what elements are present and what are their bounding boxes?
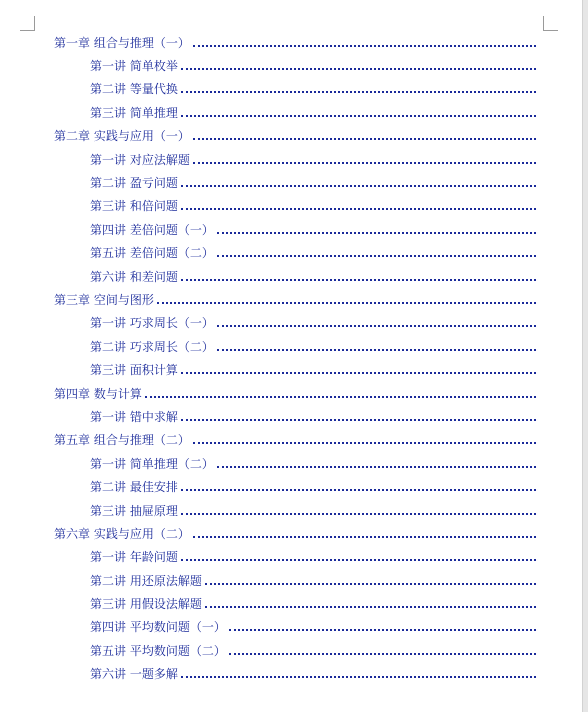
toc-lecture-entry[interactable] xyxy=(0,452,588,475)
dot-leader xyxy=(145,396,536,398)
dot-leader xyxy=(193,536,536,538)
crop-mark-top-left xyxy=(20,16,35,31)
toc-entry-title: 第五章 组合与推理（二） xyxy=(54,433,190,448)
crop-mark-top-right xyxy=(543,16,558,31)
toc-entry-title: 第一讲 错中求解 xyxy=(90,409,178,424)
toc-lecture-entry[interactable] xyxy=(0,475,588,498)
toc-lecture-entry[interactable] xyxy=(0,639,588,662)
toc-chapter-entry[interactable] xyxy=(0,522,588,545)
toc-lecture-entry[interactable] xyxy=(0,616,588,639)
dot-leader xyxy=(181,513,536,515)
toc-lecture-entry[interactable] xyxy=(0,592,588,615)
toc-lecture-entry[interactable] xyxy=(0,171,588,194)
toc-lecture-entry[interactable] xyxy=(0,499,588,522)
dot-leader xyxy=(181,279,536,281)
toc-entry-title: 第一讲 简单推理（二） xyxy=(90,456,214,471)
toc-entry-title: 第二章 实践与应用（一） xyxy=(54,129,190,144)
toc-entry-title: 第三讲 面积计算 xyxy=(90,363,178,378)
dot-leader xyxy=(181,419,536,421)
toc-lecture-entry[interactable] xyxy=(0,78,588,101)
dot-leader xyxy=(217,349,536,351)
toc-lecture-entry[interactable] xyxy=(0,265,588,288)
toc-entry-title: 第六章 实践与应用（二） xyxy=(54,526,190,541)
dot-leader xyxy=(181,208,536,210)
toc-chapter-entry[interactable] xyxy=(0,288,588,311)
dot-leader xyxy=(193,442,536,444)
dot-leader xyxy=(181,372,536,374)
toc-entry-title: 第二讲 巧求周长（二） xyxy=(90,339,214,354)
dot-leader xyxy=(205,606,536,608)
toc-entry-title: 第三讲 用假设法解题 xyxy=(90,597,202,612)
toc-lecture-entry[interactable] xyxy=(0,663,588,686)
dot-leader xyxy=(193,45,536,47)
toc-lecture-entry[interactable] xyxy=(0,54,588,77)
toc-chapter-entry[interactable] xyxy=(0,125,588,148)
dot-leader xyxy=(217,325,536,327)
table-of-contents xyxy=(0,31,588,686)
dot-leader xyxy=(181,115,536,117)
toc-chapter-entry[interactable] xyxy=(0,31,588,54)
toc-lecture-entry[interactable] xyxy=(0,242,588,265)
toc-entry-title: 第一讲 对应法解题 xyxy=(90,152,190,167)
toc-entry-title: 第五讲 差倍问题（二） xyxy=(90,246,214,261)
toc-lecture-entry[interactable] xyxy=(0,195,588,218)
toc-entry-title: 第四讲 平均数问题（一） xyxy=(90,620,226,635)
dot-leader xyxy=(229,629,536,631)
dot-leader xyxy=(181,489,536,491)
toc-lecture-entry[interactable] xyxy=(0,148,588,171)
toc-entry-title: 第三讲 简单推理 xyxy=(90,105,178,120)
dot-leader xyxy=(181,559,536,561)
toc-lecture-entry[interactable] xyxy=(0,312,588,335)
dot-leader xyxy=(181,676,536,678)
toc-entry-title: 第一讲 巧求周长（一） xyxy=(90,316,214,331)
dot-leader xyxy=(217,232,536,234)
dot-leader xyxy=(217,466,536,468)
dot-leader xyxy=(181,68,536,70)
toc-entry-title: 第一讲 简单枚举 xyxy=(90,59,178,74)
toc-lecture-entry[interactable] xyxy=(0,335,588,358)
toc-entry-title: 第四讲 差倍问题（一） xyxy=(90,222,214,237)
dot-leader xyxy=(205,583,536,585)
toc-entry-title: 第一章 组合与推理（一） xyxy=(54,35,190,50)
toc-chapter-entry[interactable] xyxy=(0,429,588,452)
toc-entry-title: 第六讲 和差问题 xyxy=(90,269,178,284)
dot-leader xyxy=(157,302,536,304)
toc-chapter-entry[interactable] xyxy=(0,382,588,405)
toc-entry-title: 第二讲 等量代换 xyxy=(90,82,178,97)
toc-lecture-entry[interactable] xyxy=(0,405,588,428)
dot-leader xyxy=(217,255,536,257)
toc-entry-title: 第二讲 盈亏问题 xyxy=(90,176,178,191)
dot-leader xyxy=(193,162,536,164)
dot-leader xyxy=(229,653,536,655)
toc-entry-title: 第五讲 平均数问题（二） xyxy=(90,643,226,658)
toc-lecture-entry[interactable] xyxy=(0,358,588,381)
dot-leader xyxy=(181,91,536,93)
toc-lecture-entry[interactable] xyxy=(0,546,588,569)
toc-entry-title: 第二讲 最佳安排 xyxy=(90,480,178,495)
toc-entry-title: 第三章 空间与图形 xyxy=(54,292,154,307)
dot-leader xyxy=(193,138,536,140)
toc-entry-title: 第六讲 一题多解 xyxy=(90,667,178,682)
toc-entry-title: 第二讲 用还原法解题 xyxy=(90,573,202,588)
toc-lecture-entry[interactable] xyxy=(0,218,588,241)
toc-entry-title: 第一讲 年龄问题 xyxy=(90,550,178,565)
toc-entry-title: 第四章 数与计算 xyxy=(54,386,142,401)
toc-lecture-entry[interactable] xyxy=(0,569,588,592)
toc-lecture-entry[interactable] xyxy=(0,101,588,124)
toc-entry-title: 第三讲 和倍问题 xyxy=(90,199,178,214)
toc-entry-title: 第三讲 抽屉原理 xyxy=(90,503,178,518)
dot-leader xyxy=(181,185,536,187)
